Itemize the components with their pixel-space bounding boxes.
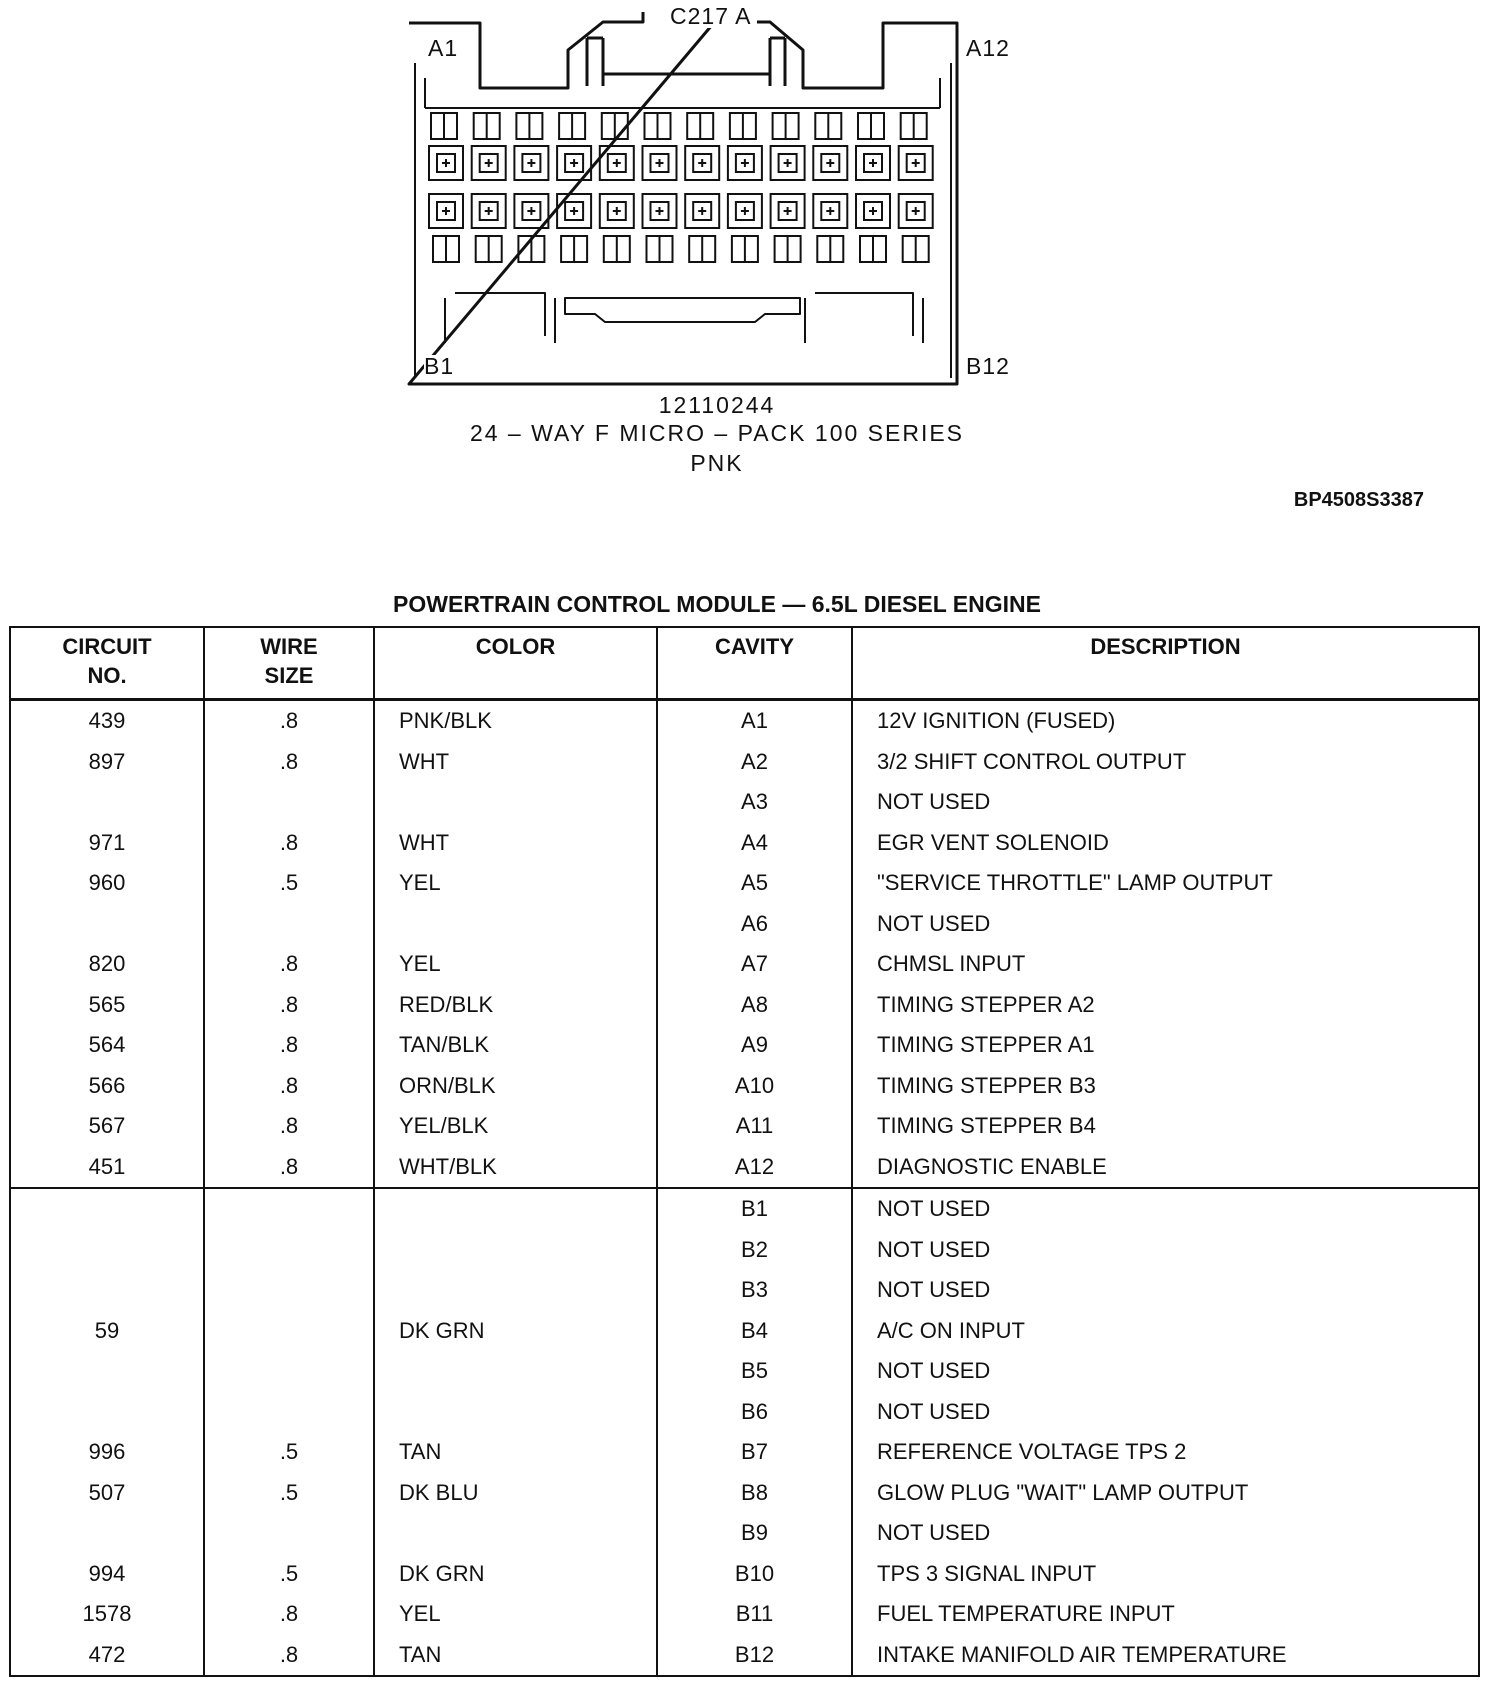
cell-color: WHT	[374, 823, 657, 864]
cell-cavity: B1	[657, 1188, 852, 1230]
cell-circuit: 820	[88, 951, 126, 977]
cell-description: EGR VENT SOLENOID	[852, 823, 1479, 864]
cell-circuit	[10, 1230, 204, 1271]
bottom-slot	[565, 298, 800, 322]
cell-wire-size	[204, 1311, 374, 1352]
connector-housing-outline	[409, 12, 957, 384]
cell-cavity: B6	[657, 1392, 852, 1433]
cell-wire-size	[204, 1392, 374, 1433]
cell-color: RED/BLK	[374, 985, 657, 1026]
cell-wire-size: .5	[204, 1473, 374, 1514]
cell-wire-size: .8	[204, 944, 374, 985]
cell-cavity: B7	[657, 1432, 852, 1473]
cell-color: YEL	[374, 863, 657, 904]
cell-wire-size: .8	[204, 1106, 374, 1147]
terminal-contact-b	[442, 207, 450, 215]
header-color: COLOR	[374, 627, 657, 700]
cell-color	[374, 1513, 657, 1554]
terminal-contact-a	[485, 159, 493, 167]
cell-circuit: 996	[88, 1439, 126, 1465]
terminal-contact-b	[912, 207, 920, 215]
terminal-contact-a	[527, 159, 535, 167]
table-row	[10, 1311, 1479, 1352]
cell-color	[374, 1351, 657, 1392]
cell-description: NOT USED	[852, 1230, 1479, 1271]
cell-circuit	[10, 1351, 204, 1392]
cell-circuit: 507	[88, 1479, 126, 1505]
connector-title: C217 A	[664, 5, 757, 28]
table-row	[10, 1230, 1479, 1271]
figure-id: BP4508S3387	[1293, 489, 1424, 511]
cell-wire-size: .8	[204, 1635, 374, 1677]
cell-description: TPS 3 SIGNAL INPUT	[852, 1554, 1479, 1595]
cell-color	[374, 782, 657, 823]
cell-description: FUEL TEMPERATURE INPUT	[852, 1594, 1479, 1635]
cell-color	[374, 1392, 657, 1433]
cell-wire-size: .8	[204, 1066, 374, 1107]
header-wire-size	[204, 627, 374, 700]
cell-color: TAN	[374, 1635, 657, 1677]
header-circuit-line1: CIRCUIT	[62, 634, 152, 659]
cell-description: NOT USED	[852, 1513, 1479, 1554]
cell-wire-size	[204, 1513, 374, 1554]
header-circuit	[10, 627, 204, 700]
table-row	[10, 1473, 1479, 1514]
cell-cavity: B11	[657, 1594, 852, 1635]
pin-table	[9, 626, 1480, 1677]
cell-circuit: 1578	[82, 1601, 132, 1627]
cell-wire-size	[204, 782, 374, 823]
cell-cavity: A3	[657, 782, 852, 823]
cell-wire-size	[204, 1270, 374, 1311]
terminal-contact-b	[826, 207, 834, 215]
terminal-contact-b	[784, 207, 792, 215]
cell-color: WHT	[374, 742, 657, 783]
cell-cavity: A7	[657, 944, 852, 985]
cell-color	[374, 904, 657, 945]
cell-wire-size: .5	[204, 1554, 374, 1595]
cell-color	[374, 1230, 657, 1271]
cell-circuit	[10, 1392, 204, 1433]
table-row	[10, 1025, 1479, 1066]
cell-cavity: B2	[657, 1230, 852, 1271]
cell-color: DK GRN	[374, 1311, 657, 1352]
cell-cavity: B5	[657, 1351, 852, 1392]
cell-cavity: B3	[657, 1270, 852, 1311]
header-circuit-line2: NO.	[87, 663, 127, 688]
cell-cavity: A5	[657, 863, 852, 904]
cell-description: NOT USED	[852, 1270, 1479, 1311]
cell-color	[374, 1188, 657, 1230]
table-row	[10, 782, 1479, 823]
cell-circuit: 960	[88, 870, 126, 896]
cell-description: 12V IGNITION (FUSED)	[852, 700, 1479, 742]
table-row	[10, 1432, 1479, 1473]
cell-description: REFERENCE VOLTAGE TPS 2	[852, 1432, 1479, 1473]
cell-wire-size	[204, 1230, 374, 1271]
table-row	[10, 1270, 1479, 1311]
cell-description: GLOW PLUG "WAIT" LAMP OUTPUT	[852, 1473, 1479, 1514]
cell-description: NOT USED	[852, 904, 1479, 945]
table-row	[10, 1066, 1479, 1107]
cell-cavity: A8	[657, 985, 852, 1026]
inner-frame	[425, 78, 940, 108]
cell-description: NOT USED	[852, 1188, 1479, 1230]
terminal-contact-a	[784, 159, 792, 167]
table-row	[10, 823, 1479, 864]
terminal-contact-b	[613, 207, 621, 215]
cell-cavity: A2	[657, 742, 852, 783]
table-row	[10, 1554, 1479, 1595]
cell-description: TIMING STEPPER A1	[852, 1025, 1479, 1066]
cell-circuit	[10, 1188, 204, 1230]
terminal-contact-a	[869, 159, 877, 167]
cell-circuit: 565	[88, 991, 126, 1017]
cell-color	[374, 1270, 657, 1311]
cell-circuit	[10, 782, 204, 823]
cell-color: YEL	[374, 1594, 657, 1635]
cell-circuit: 472	[88, 1641, 126, 1667]
table-row	[10, 1147, 1479, 1189]
pin-label-b12: B12	[966, 353, 1010, 379]
cell-wire-size: .5	[204, 1432, 374, 1473]
table-header-row	[10, 627, 1479, 700]
table-row	[10, 1635, 1479, 1677]
terminal-contact-a	[656, 159, 664, 167]
connector-color: PNK	[690, 450, 744, 476]
cell-color: ORN/BLK	[374, 1066, 657, 1107]
cell-description: "SERVICE THROTTLE" LAMP OUTPUT	[852, 863, 1479, 904]
cell-color: DK GRN	[374, 1554, 657, 1595]
cell-circuit	[10, 904, 204, 945]
cell-circuit: 451	[88, 1153, 126, 1179]
cell-cavity: B8	[657, 1473, 852, 1514]
cell-description: A/C ON INPUT	[852, 1311, 1479, 1352]
cell-description: NOT USED	[852, 1351, 1479, 1392]
cell-color: WHT/BLK	[374, 1147, 657, 1189]
cell-description: TIMING STEPPER B3	[852, 1066, 1479, 1107]
bottom-key	[455, 293, 913, 336]
cell-description: NOT USED	[852, 1392, 1479, 1433]
terminal-contact-a	[826, 159, 834, 167]
cell-color: PNK/BLK	[374, 700, 657, 742]
pin-table-body	[10, 700, 1479, 1677]
connector-description: 24 – WAY F MICRO – PACK 100 SERIES	[469, 420, 965, 446]
cell-wire-size: .8	[204, 823, 374, 864]
cell-description: TIMING STEPPER A2	[852, 985, 1479, 1026]
connector-part-number: 12110244	[658, 392, 776, 418]
cell-cavity: A10	[657, 1066, 852, 1107]
cell-wire-size: .8	[204, 1594, 374, 1635]
table-row	[10, 700, 1479, 742]
terminal-contact-a	[741, 159, 749, 167]
cell-description: DIAGNOSTIC ENABLE	[852, 1147, 1479, 1189]
cell-circuit: 567	[88, 1113, 126, 1139]
cell-cavity: B4	[657, 1311, 852, 1352]
cell-cavity: A1	[657, 700, 852, 742]
cell-wire-size: .8	[204, 700, 374, 742]
cell-color: DK BLU	[374, 1473, 657, 1514]
connector-drawing	[405, 8, 1045, 388]
cell-cavity: B10	[657, 1554, 852, 1595]
cell-wire-size	[204, 1188, 374, 1230]
header-wire-line2: SIZE	[264, 663, 314, 688]
terminal-contact-a	[442, 159, 450, 167]
cell-circuit	[10, 1513, 204, 1554]
terminal-contact-b	[570, 207, 578, 215]
cell-description: NOT USED	[852, 782, 1479, 823]
pin-label-a12: A12	[966, 35, 1010, 61]
table-row	[10, 1351, 1479, 1392]
terminal-contact-a	[698, 159, 706, 167]
cell-wire-size: .8	[204, 985, 374, 1026]
cell-color: TAN/BLK	[374, 1025, 657, 1066]
cell-wire-size: .8	[204, 1025, 374, 1066]
table-row	[10, 742, 1479, 783]
header-wire-line1: WIRE	[260, 634, 318, 659]
terminal-contact-b	[485, 207, 493, 215]
cell-description: CHMSL INPUT	[852, 944, 1479, 985]
pin-grid	[429, 113, 933, 262]
terminal-contact-b	[869, 207, 877, 215]
cell-cavity: A12	[657, 1147, 852, 1189]
cell-wire-size	[204, 904, 374, 945]
table-row	[10, 1513, 1479, 1554]
cell-cavity: B12	[657, 1635, 852, 1677]
terminal-contact-b	[698, 207, 706, 215]
cell-circuit	[10, 1270, 204, 1311]
cell-cavity: A6	[657, 904, 852, 945]
cell-circuit: 994	[88, 1560, 126, 1586]
cell-cavity: A9	[657, 1025, 852, 1066]
cell-cavity: B9	[657, 1513, 852, 1554]
cell-color: TAN	[374, 1432, 657, 1473]
cell-cavity: A11	[657, 1106, 852, 1147]
cell-circuit: 897	[88, 748, 126, 774]
cell-circuit: 564	[88, 1032, 126, 1058]
table-row	[10, 1594, 1479, 1635]
terminal-contact-b	[656, 207, 664, 215]
terminal-contact-a	[613, 159, 621, 167]
terminal-contact-b	[527, 207, 535, 215]
cell-cavity: A4	[657, 823, 852, 864]
terminal-contact-a	[570, 159, 578, 167]
table-row	[10, 904, 1479, 945]
cell-circuit: 566	[88, 1072, 126, 1098]
table-row	[10, 1392, 1479, 1433]
header-cavity: CAVITY	[657, 627, 852, 700]
cell-wire-size: .5	[204, 863, 374, 904]
cell-color: YEL/BLK	[374, 1106, 657, 1147]
table-row	[10, 985, 1479, 1026]
latch-left	[587, 38, 603, 86]
pin-label-a1: A1	[428, 35, 459, 61]
connector-diagram	[405, 8, 1045, 388]
cell-wire-size: .8	[204, 1147, 374, 1189]
terminal-contact-a	[912, 159, 920, 167]
pin-label-b1: B1	[424, 353, 455, 379]
cell-color: YEL	[374, 944, 657, 985]
latch-right	[770, 38, 785, 86]
table-title: POWERTRAIN CONTROL MODULE — 6.5L DIESEL ENGINE	[393, 591, 1041, 617]
cell-wire-size: .8	[204, 742, 374, 783]
cell-description: 3/2 SHIFT CONTROL OUTPUT	[852, 742, 1479, 783]
cell-circuit: 439	[88, 708, 126, 734]
cell-description: INTAKE MANIFOLD AIR TEMPERATURE	[852, 1635, 1479, 1677]
header-description: DESCRIPTION	[852, 627, 1479, 700]
table-row	[10, 863, 1479, 904]
cell-circuit: 59	[94, 1317, 120, 1343]
cell-description: TIMING STEPPER B4	[852, 1106, 1479, 1147]
cell-circuit: 971	[88, 829, 126, 855]
cell-wire-size	[204, 1351, 374, 1392]
table-row	[10, 1188, 1479, 1230]
table-row	[10, 944, 1479, 985]
table-row	[10, 1106, 1479, 1147]
terminal-contact-b	[741, 207, 749, 215]
